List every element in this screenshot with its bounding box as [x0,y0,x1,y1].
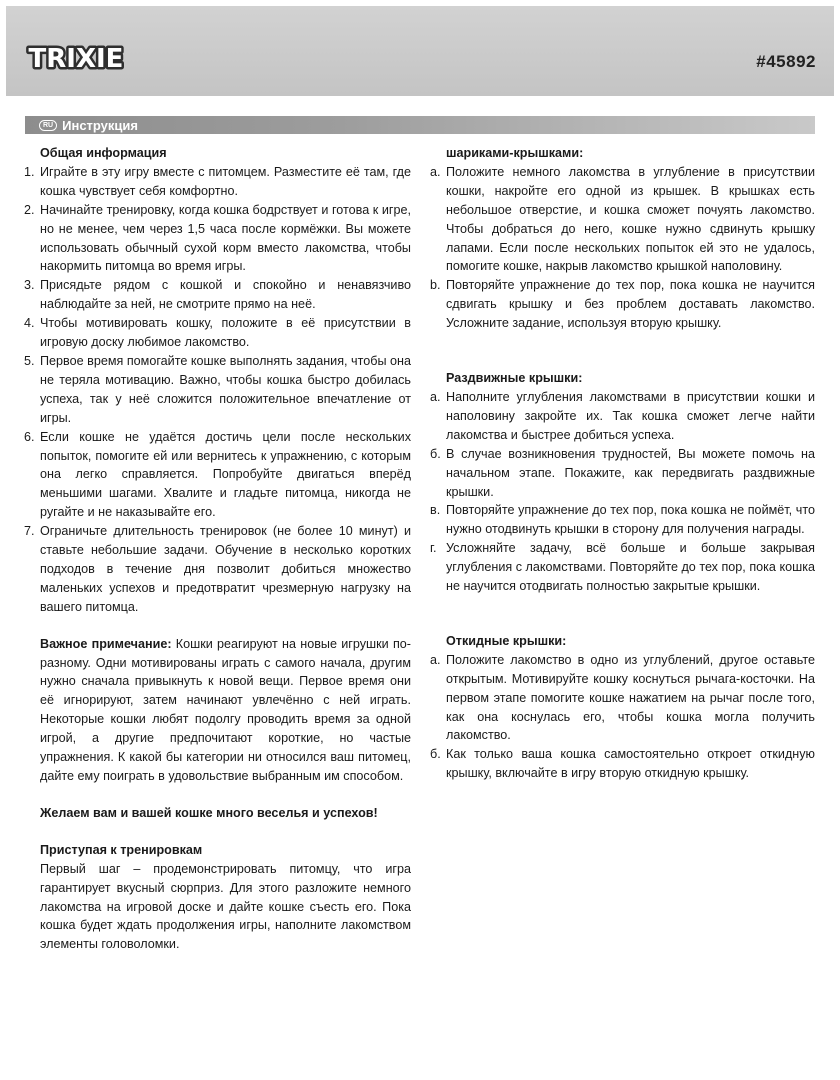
section-title: Инструкция [62,117,138,133]
left-column [24,144,411,954]
list-item: 1. Играйте в эту игру вместе с питомцем. Разместите её там, где кошка чувствует себя комфортно. [24,164,411,198]
important-note [24,635,411,786]
section-bar [25,116,815,134]
hinged-caps-heading: Откидные крышки: [446,633,567,648]
sliding-caps-list [430,388,815,596]
balls-caps-list [430,163,815,333]
list-item: 5. Первое время помогайте кошке выполнять задания, чтобы она не теряла мотивацию. Важно, чтобы кошка быстро добилась успеха, так у неё сложится положительное впечатление от игры. [24,353,411,425]
list-item: 3. Присядьте рядом с кошкой и спокойно и ненавязчиво наблюдайте за ней, не смотрите прямо на неё. [24,278,411,312]
general-info-heading: Общая информация [40,146,167,160]
list-item: 7. Ограничьте длительность тренировок (не более 10 минут) и ставьте небольшие задачи. Обучение в несколько коротких подходов в течение дня позволит добиться множество маленьких успехов и предотвратит чрезмерную нагрузку на вашего питомца. [24,524,411,614]
list-item: 4. Чтобы мотивировать кошку, положите в её присутствии в игровую доску любимое лакомство. [24,316,411,350]
list-item: б. Как только ваша кошка самостоятельно откроет откидную крышку, включайте в игру вторую откидную крышку. [430,747,815,781]
right-column [430,144,815,783]
list-item: б. В случае возникновения трудностей, Вы можете помочь на начальном этапе. Покажите, как передвигать раздвижные крышки. [430,446,815,499]
list-item: b. Повторяйте упражнение до тех пор, пока кошка не научится сдвигать крышку и без проблем доставать лакомство. Усложните задание, используя вторую крышку. [430,278,815,331]
list-item: 6. Если кошке не удаётся достичь цели после нескольких попыток, помогите ей или вернитесь к упражнению, с которым она легко справляется. Попробуйте двигаться вперёд меньшими шагами. Хвалите и гладьте питомца, никогда не ругайте и не наказывайте его. [24,429,411,520]
article-number: #45892 [756,52,816,71]
important-note-label: Важное примечание: [40,636,172,651]
sliding-caps-heading: Раздвижные крышки: [446,371,583,386]
trixie-logo [26,36,126,78]
list-item: в. Повторяйте упражнение до тех пор, пока кошка не поймёт, что нужно отодвинуть крышки в сторону для получения награды. [430,503,815,537]
list-item: г. Усложняйте задачу, всё больше и больше закрывая углубления с лакомствами. Повторяйте до тех пор, пока кошка не научится отодвигать полностью закрытые крышки. [430,541,815,594]
balls-caps-heading: шариками-крышками: [446,146,584,160]
list-item: a. Наполните углубления лакомствами в присутствии кошки и наполовину закройте их. Так кошка сможет легче найти лакомства и быстрее добиться успеха. [430,389,815,442]
list-item: a. Положите немного лакомства в углубление в присутствии кошки, накройте его одной из крышек. В крышках есть небольшое отверстие, и кошка сможет почуять лакомство. Чтобы добраться до него, кошке нужно сдвинуть крышку лапами. Если после нескольких попыток ей это не удалось, помогите кошке, накрыв лакомство крышкой наполовину. [430,164,815,274]
start-training-text: Первый шаг – продемонстрировать питомцу, что игра гарантирует вкусный сюрприз. Для этого разложите немного лакомства на игровой доске и дайте кошке съесть его. Пока кошка будет ждать продолжения игры, наполните лакомством элементы головоломки. [40,861,411,952]
general-info-list [24,163,411,617]
brand-text: TRIXIE [28,44,124,74]
language-badge: RU [39,120,57,131]
list-item: a. Положите лакомство в одно из углублений, другое оставьте открытым. Мотивируйте кошку коснуться рычага-косточки. На первом этапе помогите кошке нажатием на рычаг после того, как она коснулась его, чтобы кошка могла получить лакомство. [430,652,815,743]
hinged-caps-list [430,651,815,783]
start-training-heading: Приступая к тренировкам [40,842,203,857]
list-item: 2. Начинайте тренировку, когда кошка бодрствует и готова к игре, но не менее, чем через 1,5 часа после кормёжки. Вы можете использовать обычный сухой корм вместо лакомства, чтобы накормить питомца во время игры. [24,202,411,274]
wish-text: Желаем вам и вашей кошке много веселья и успехов! [40,805,378,820]
page-header [6,6,834,96]
important-note-text: Кошки реагируют на новые игрушки по-разному. Одни мотивированы играть с самого начала, другим нужно сначала привыкнуть к новой вещи. Первое время они её игнорируют, затем начинают увлечённо с ней играть. Некоторые кошки любят подолгу проводить время за одной игрой, а другие предпочитают короткие, но частые упражнения. К какой бы категории ни относился ваш питомец, дайте ему поиграть в удовольствие выбранным им способом. [40,636,411,783]
